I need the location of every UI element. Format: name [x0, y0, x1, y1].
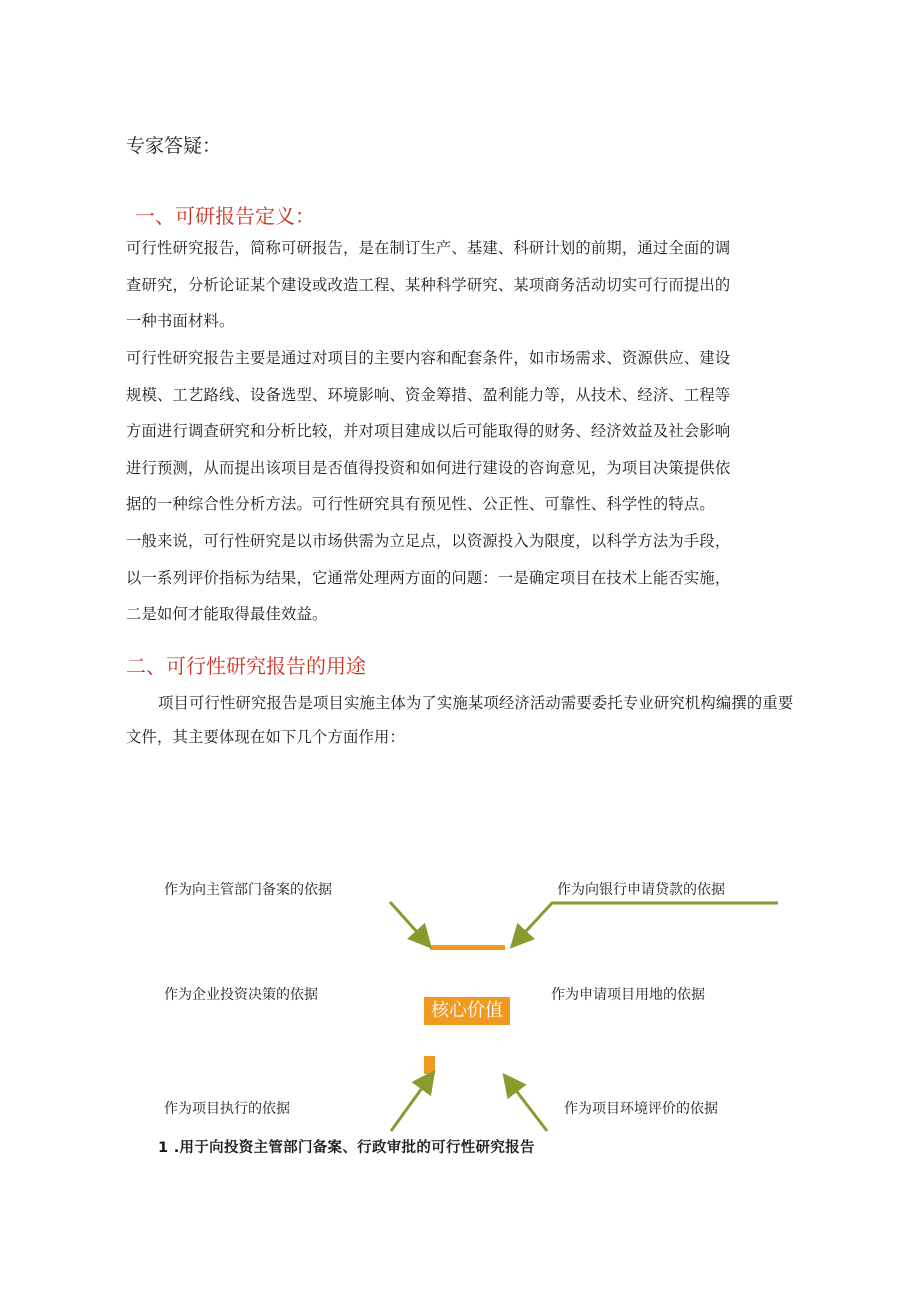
paragraph-line: 以一系列评价指标为结果，它通常处理两方面的问题：一是确定项目在技术上能否实施， — [126, 568, 731, 587]
paragraph-line: 规模、工艺路线、设备选型、环境影响、资金筹措、盈利能力等，从技术、经济、工程等 — [126, 385, 731, 404]
paragraph-line: 方面进行调查研究和分析比较，并对项目建成以后可能取得的财务、经济效益及社会影响 — [126, 422, 731, 441]
arrow-bottom-left — [391, 1077, 430, 1131]
paragraph-line: 一种书面材料。 — [126, 312, 235, 331]
arrow-top-right — [516, 903, 778, 942]
expert-qa-title: 专家答疑： — [126, 135, 222, 157]
paragraph-line: 查研究，分析论证某个建设或改造工程、某种科学研究、某项商务活动切实可行而提出的 — [126, 275, 731, 294]
section2-heading: 二、可行性研究报告的用途 — [126, 654, 366, 678]
label-environmental-assessment-basis: 作为项目环境评价的依据 — [564, 1101, 718, 1117]
label-project-execution-basis: 作为项目执行的依据 — [164, 1101, 290, 1117]
paragraph-line: 项目可行性研究报告是项目实施主体为了实施某项经济活动需要委托专业研究机构编撰的重要 — [158, 694, 794, 712]
core-value-box: 核心价值 — [424, 997, 510, 1025]
arrow-bottom-right — [508, 1080, 547, 1131]
paragraph-line: 文件，其主要体现在如下几个方面作用： — [126, 728, 405, 746]
paragraph-line: 一般来说，可行性研究是以市场供需为立足点，以资源投入为限度，以科学方法为手段， — [126, 532, 731, 550]
section1-heading: 一、可研报告定义： — [135, 204, 315, 228]
paragraph-line: 可行性研究报告主要是通过对项目的主要内容和配套条件，如市场需求、资源供应、建设 — [126, 349, 731, 367]
label-bank-loan-basis: 作为向银行申请贷款的依据 — [557, 882, 725, 898]
label-filing-basis: 作为向主管部门备案的依据 — [164, 882, 332, 898]
list-item-1: 1 .用于向投资主管部门备案、行政审批的可行性研究报告 — [158, 1140, 535, 1156]
paragraph-line: 可行性研究报告，简称可研报告，是在制订生产、基建、科研计划的前期，通过全面的调 — [126, 239, 731, 257]
paragraph-line: 据的一种综合性分析方法。可行性研究具有预见性、公正性、可靠性、科学性的特点。 — [126, 495, 715, 514]
paragraph-line: 进行预测，从而提出该项目是否值得投资和如何进行建设的咨询意见，为项目决策提供依 — [126, 458, 731, 477]
paragraph-line: 二是如何才能取得最佳效益。 — [126, 605, 328, 624]
label-land-use-basis: 作为申请项目用地的依据 — [551, 987, 705, 1003]
arrow-top-left — [390, 902, 426, 942]
label-investment-decision-basis: 作为企业投资决策的依据 — [164, 987, 318, 1003]
